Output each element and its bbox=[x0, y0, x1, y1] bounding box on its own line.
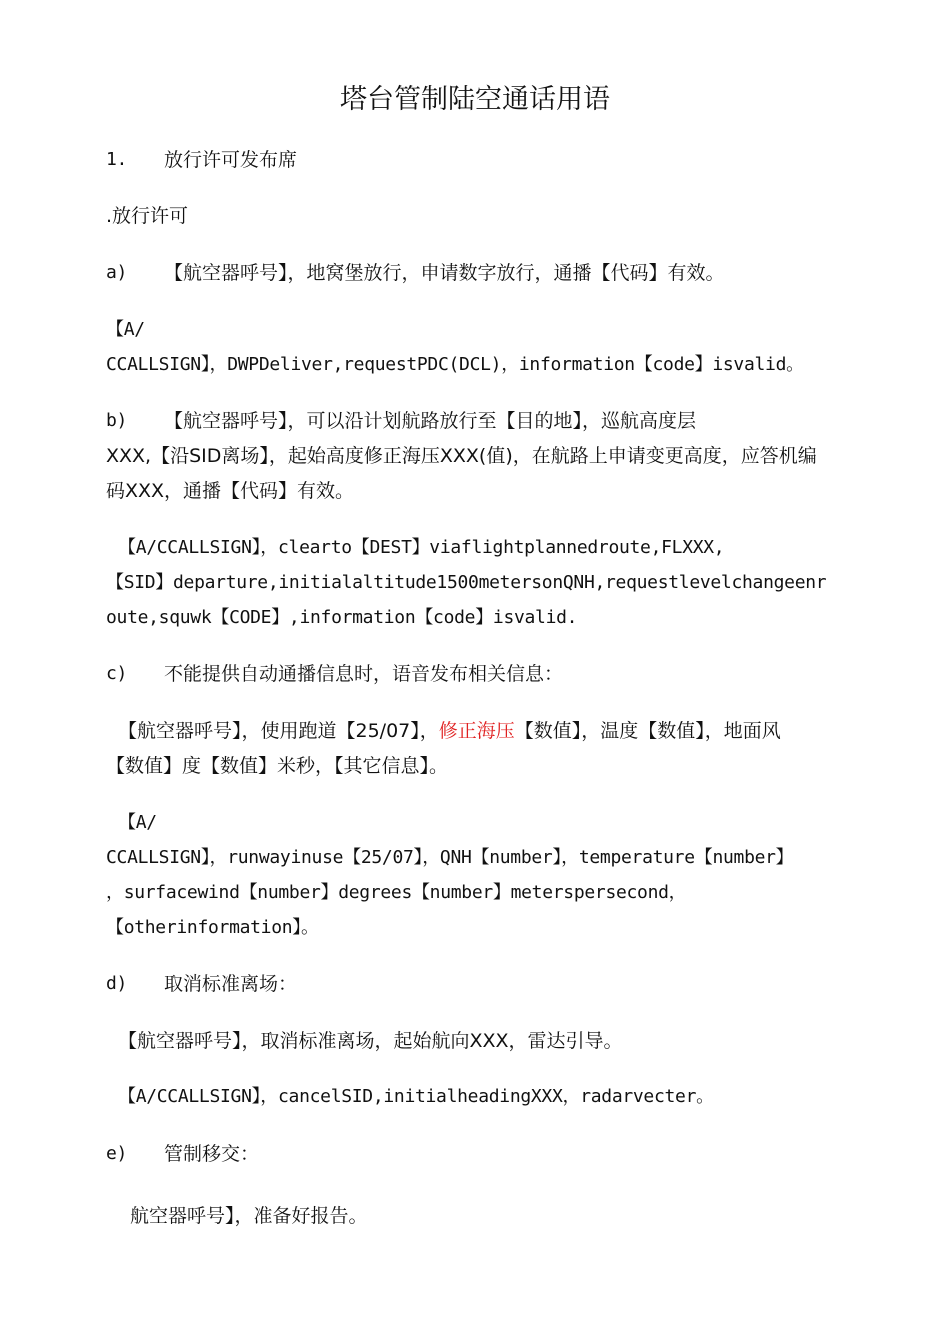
item-c-chinese-line2: 【数值】度【数值】米秒，【其它信息】。 bbox=[106, 755, 449, 777]
item-b-chinese-line2: XXX,【沿SID离场】，起始高度修正海压XXX(值)，在航路上申请变更高度，应答机编 bbox=[106, 445, 817, 467]
item-d-chinese: 【航空器呼号】，取消标准离场，起始航向XXX，雷达引导。 bbox=[118, 1030, 623, 1052]
item-d-heading: 取消标准离场： bbox=[164, 973, 298, 995]
item-c-chinese-line1-part1: 【航空器呼号】，使用跑道【25/07】， bbox=[118, 720, 439, 742]
item-c-chinese-line1 bbox=[118, 719, 781, 743]
item-b-chinese-line3: 码XXX，通播【代码】有效。 bbox=[106, 480, 355, 502]
item-b-english-line1: 【A/CCALLSIGN】，clearto【DEST】viaflightplannedroute,FLXXX, bbox=[118, 537, 725, 558]
item-d-english: 【A/CCALLSIGN】，cancelSID,initialheadingXXX，radarvecter。 bbox=[118, 1086, 714, 1107]
item-c-english-line3: ，surfacewind【number】degrees【number】meterspersecond， bbox=[106, 882, 687, 903]
qnh-highlight: 修正海压 bbox=[438, 720, 515, 742]
section-heading: 放行许可发布席 bbox=[164, 149, 298, 171]
item-c-english-line4: 【otherinformation】。 bbox=[106, 917, 319, 938]
section-number: 1. bbox=[106, 149, 128, 170]
item-c-english-line1: 【A/ bbox=[118, 812, 157, 833]
page-title: 塔台管制陆空通话用语 bbox=[340, 84, 610, 115]
item-b-letter: b) bbox=[106, 410, 128, 431]
item-c-english-line2: CCALLSIGN】，runwayinuse【25/07】，QNH【number】，temperature【number】 bbox=[106, 847, 794, 868]
item-b-chinese-line1: 【航空器呼号】，可以沿计划航路放行至【目的地】，巡航高度层 bbox=[164, 410, 697, 432]
item-e-heading: 管制移交： bbox=[164, 1143, 260, 1165]
item-d-letter: d) bbox=[106, 973, 128, 994]
item-a-english-line2: CCALLSIGN】，DWPDeliver,requestPDC(DCL)，information【code】isvalid。 bbox=[106, 354, 804, 375]
subheading: .放行许可 bbox=[106, 205, 189, 227]
item-a-letter: a) bbox=[106, 262, 128, 283]
item-e-chinese: 航空器呼号】，准备好报告。 bbox=[130, 1205, 368, 1227]
item-e-letter: e) bbox=[106, 1143, 128, 1164]
item-c-heading: 不能提供自动通播信息时，语音发布相关信息： bbox=[164, 663, 564, 685]
item-a-english-line1: 【A/ bbox=[106, 319, 145, 340]
item-c-chinese-line1-part2: 【数值】，温度【数值】，地面风 bbox=[514, 720, 781, 742]
item-b-english-line3: oute,squwk【CODE】,information【code】isvalid. bbox=[106, 607, 578, 628]
item-a-chinese: 【航空器呼号】，地窝堡放行，申请数字放行，通播【代码】有效。 bbox=[164, 262, 725, 284]
item-c-letter: c) bbox=[106, 663, 128, 684]
item-b-english-line2: 【SID】departure,initialaltitude1500metersonQNH,requestlevelchangeenr bbox=[106, 572, 827, 593]
